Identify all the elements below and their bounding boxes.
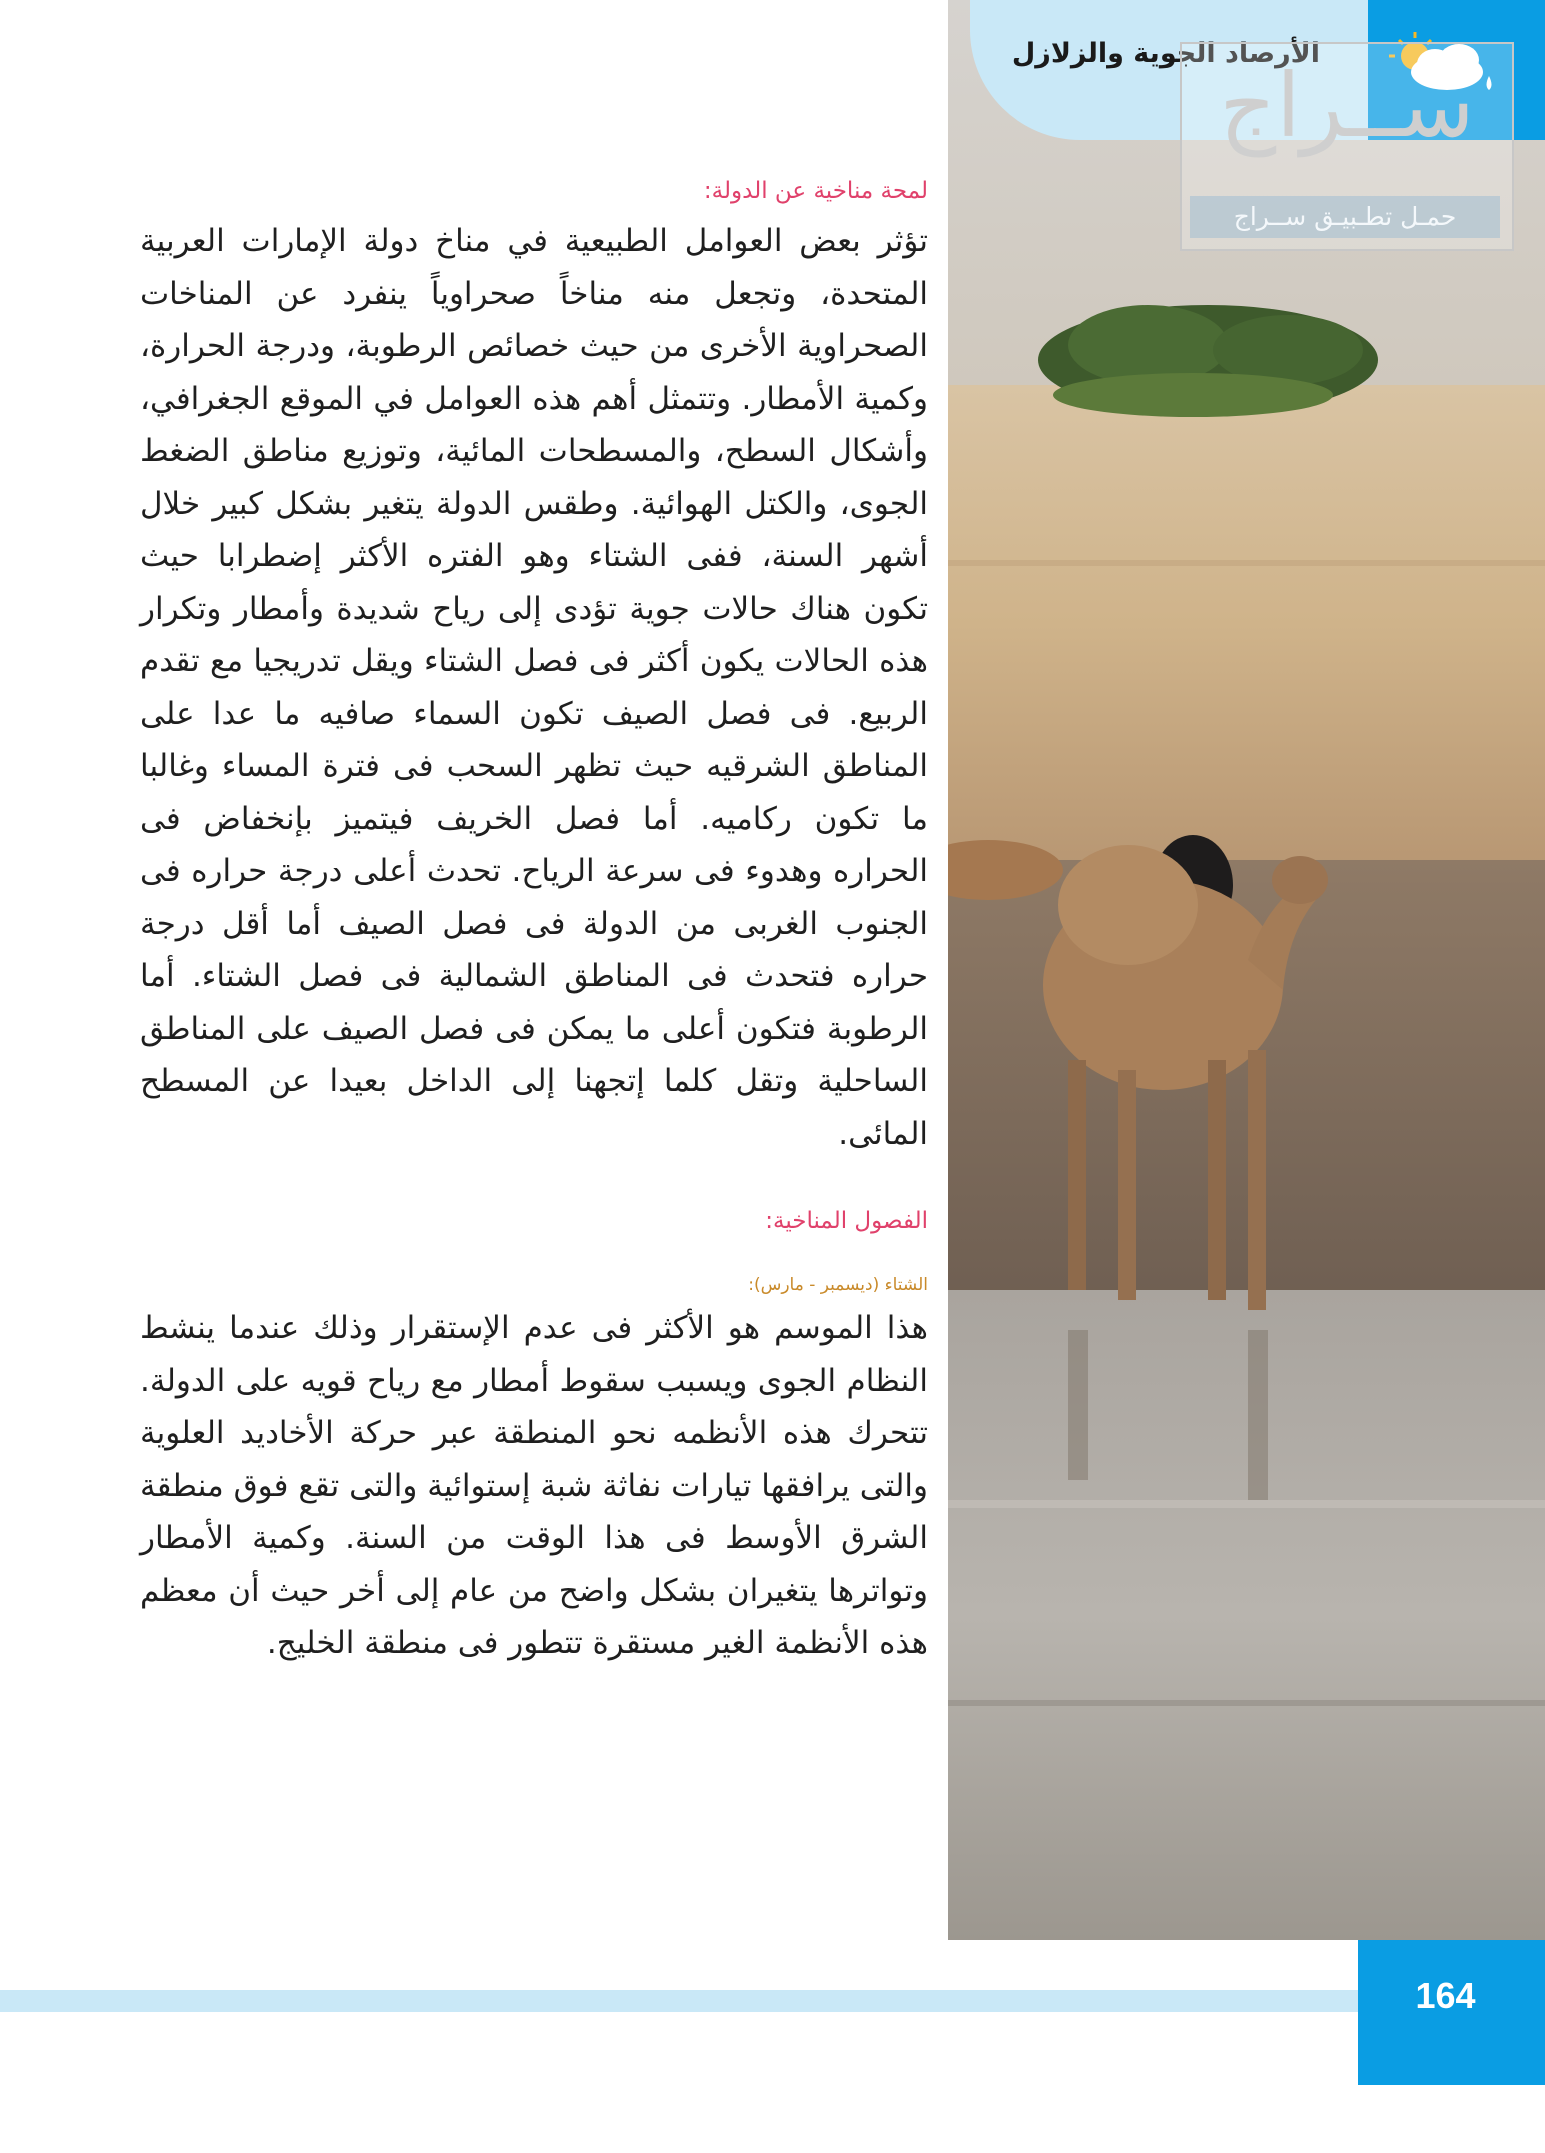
- watermark: [1180, 42, 1514, 251]
- watermark-tagline: حمـل تطـبيـق ســراج: [1190, 196, 1500, 238]
- winter-paragraph: هذا الموسم هو الأكثر فى عدم الإستقرار وذلك عندما ينشط النظام الجوى ويسبب سقوط أمطار مع رياح قويه على الدولة. تتحرك هذه الأنظمه نحو المنطقة عبر حركة الأخاديد العلوية والتى يرافقها تيارات نفاثة شبة إستوائية والتى تقع فوق منطقة الشرق الأوسط فى هذا الوقت من السنة. وكمية الأمطار وتواترها يتغيران بشكل واضح من عام إلى أخر حيث أن معظم هذه الأنظمة الغير مستقرة تتطور فى منطقة الخليج.: [140, 1310, 928, 1661]
- footer-bar: [0, 1990, 1360, 2012]
- section-heading-climate-overview: لمحة مناخية عن الدولة:: [703, 178, 928, 204]
- camel-desert-photo: [948, 0, 1545, 1940]
- page-number: 164: [1415, 1975, 1476, 2016]
- subheading-winter: الشتاء (ديسمبر - مارس):: [748, 1275, 928, 1295]
- watermark-logo: ســراج: [1219, 54, 1475, 157]
- section-heading-climate-seasons: الفصول المناخية:: [765, 1208, 928, 1234]
- climate-overview-paragraph: تؤثر بعض العوامل الطبيعية في مناخ دولة الإمارات العربية المتحدة، وتجعل منه مناخاً صحراوياً ينفرد عن المناخات الصحراوية الأخرى من حيث خصائص الرطوبة، ودرجة الحرارة، وكمية الأمطار. وتتمثل أهم هذه العوامل في الموقع الجغرافي، وأشكال السطح، والمسطحات المائية، وتوزيع مناطق الضغط الجوى، والكتل الهوائية. وطقس الدولة يتغير بشكل كبير خلال أشهر السنة، ففى الشتاء وهو الفتره الأكثر إضطرابا حيث تكون هناك حالات جوية تؤدى إلى رياح شديدة وأمطار وتكرار هذه الحالات يكون أكثر فى فصل الشتاء ويقل تدريجيا مع تقدم الربيع. فى فصل الصيف تكون السماء صافيه ما عدا على المناطق الشرقيه حيث تظهر السحب فى فترة المساء وغالبا ما تكون ركاميه. أما فصل الخريف فيتميز بإنخفاض فى الحراره وهدوء فى سرعة الرياح. تحدث أعلى درجة حراره فى الجنوب الغربى من الدولة فى فصل الصيف أما أقل درجة حراره فتحدث فى المناطق الشمالية فى فصل الشتاء. أما الرطوبة فتكون أعلى ما يمكن فى فصل الصيف على المناطق الساحلية وتقل كلما إتجهنا إلى الداخل بعيدا عن المسطح المائى.: [140, 223, 928, 1152]
- chapter-title: الأرصاد الجوية والزلازل: [1011, 38, 1320, 69]
